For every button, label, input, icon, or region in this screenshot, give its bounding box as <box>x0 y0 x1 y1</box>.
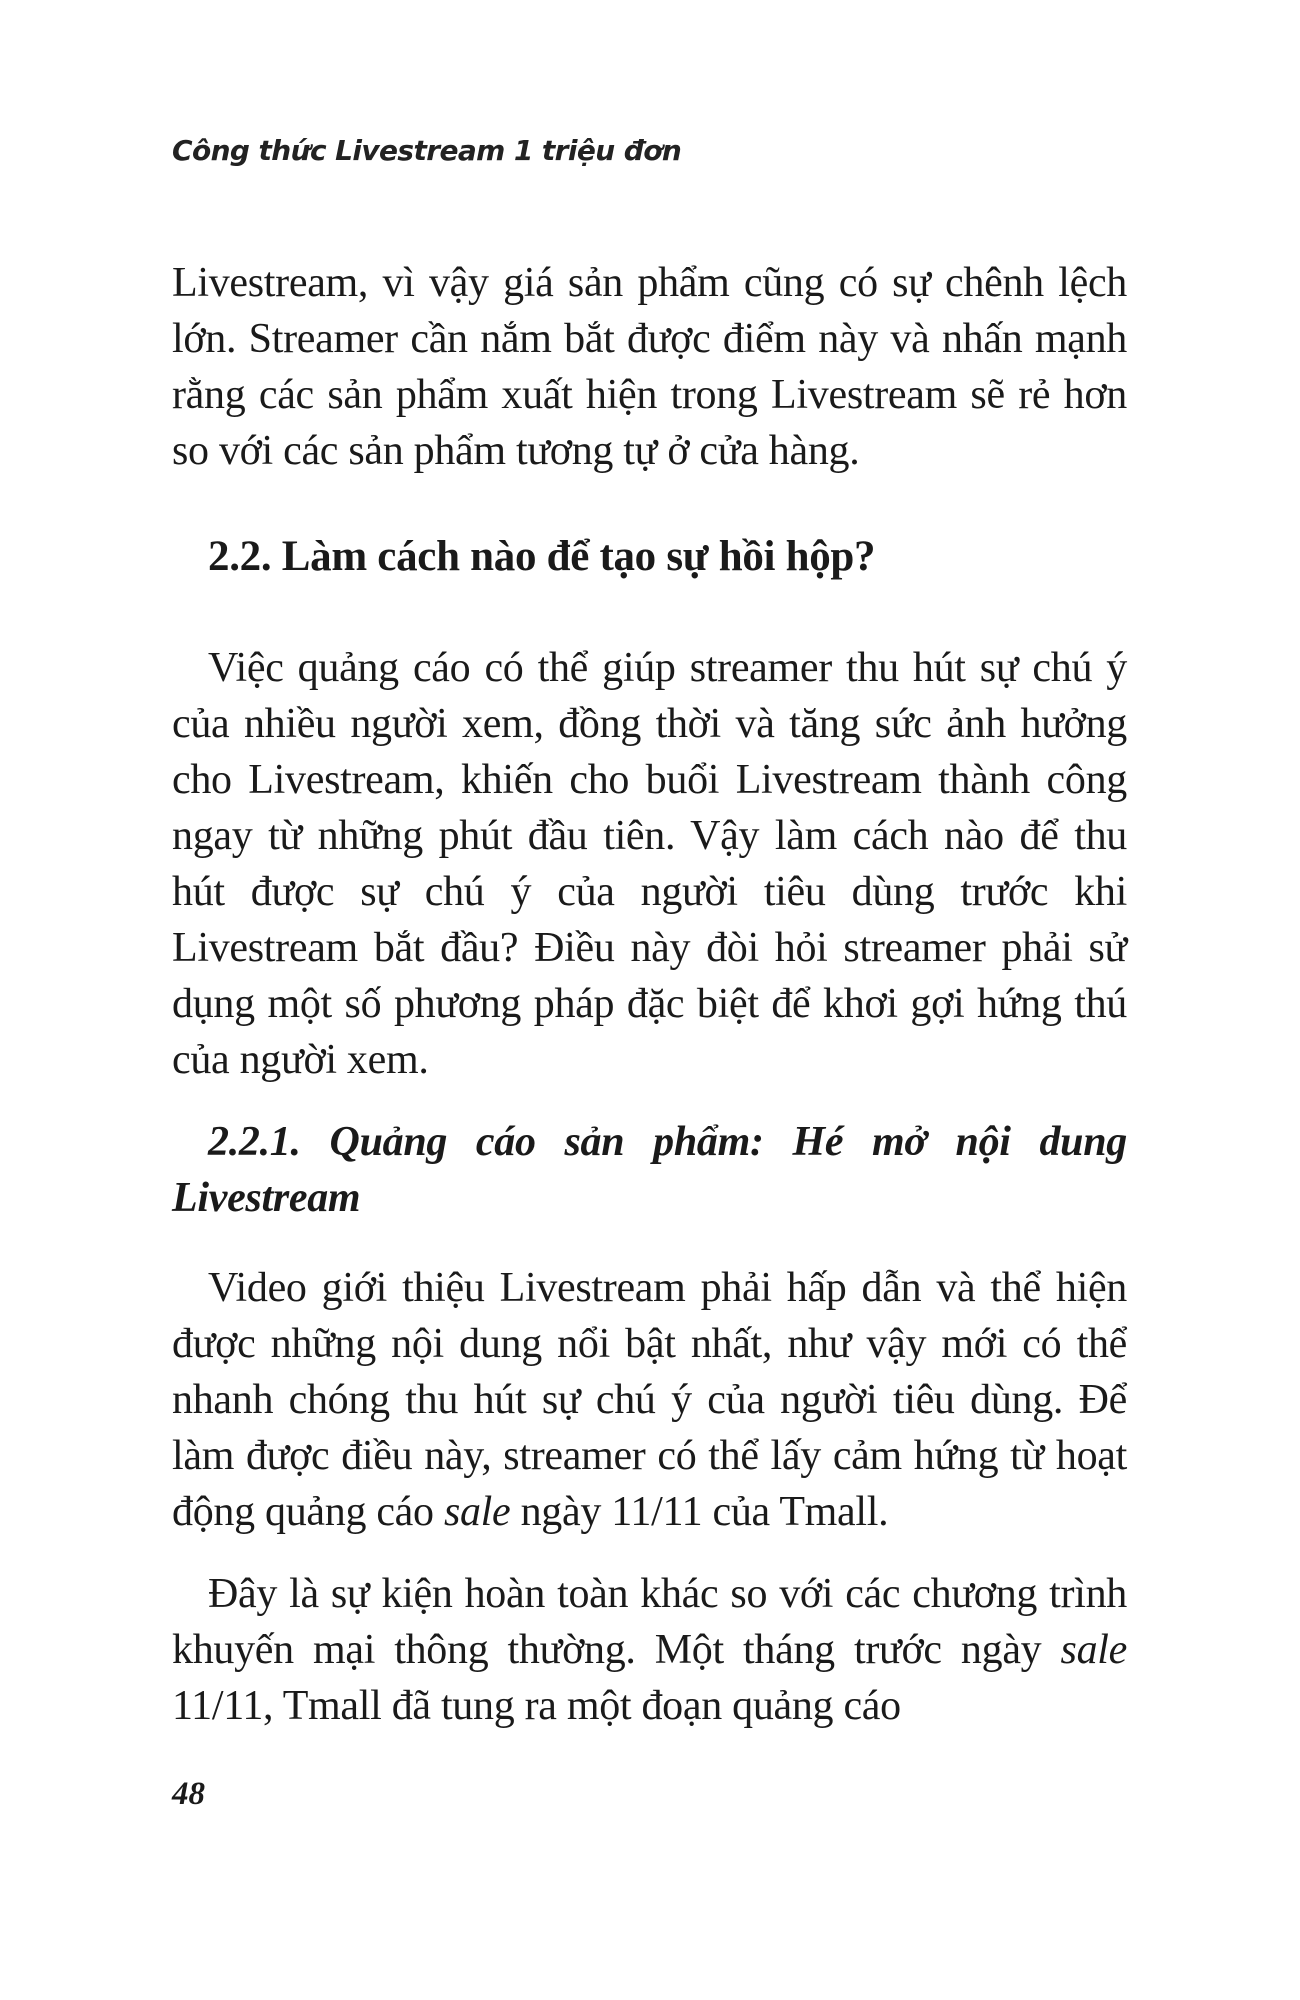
page-number: 48 <box>172 1776 205 1812</box>
text-run: 11/11, Tmall đã tung ra một đoạn quảng cáo <box>172 1683 901 1729</box>
text-run: ngày 11/11 của Tmall. <box>510 1489 889 1535</box>
italic-text-run: sale <box>1060 1627 1127 1673</box>
subsection-heading-2-2-1: 2.2.1. Quảng cáo sản phẩm: Hé mở nội dung Livestream <box>172 1119 1127 1221</box>
section-heading-2-2: 2.2. Làm cách nào để tạo sự hồi hộp? <box>208 533 876 580</box>
text-run: Đây là sự kiện hoàn toàn khác so với các chương trình khuyến mại thông thường. Một tháng trước ngày <box>172 1571 1127 1673</box>
paragraph-continuation: Livestream, vì vậy giá sản phẩm cũng có sự chênh lệch lớn. Streamer cần nắm bắt được điểm này và nhấn mạnh rằng các sản phẩm xuất hiện trong Livestream sẽ rẻ hơn so với các sản phẩm tương tự ở cửa hàng. <box>172 260 1127 474</box>
running-header: Công thức Livestream 1 triệu đơn <box>172 134 682 167</box>
text-run: Video giới thiệu Livestream phải hấp dẫn và thể hiện được những nội dung nổi bật nhất, như vậy mới có thể nhanh chóng thu hút sự chú ý của người tiêu dùng. Để làm được điều này, streamer có thể lấy cảm hứng từ hoạt động quảng cáo <box>172 1265 1127 1535</box>
paragraph-4 <box>172 1566 1127 1734</box>
paragraph-2: Việc quảng cáo có thể giúp streamer thu hút sự chú ý của nhiều người xem, đồng thời và tăng sức ảnh hưởng cho Livestream, khiến cho buổi Livestream thành công ngay từ những phút đầu tiên. Vậy làm cách nào để thu hút được sự chú ý của người tiêu dùng trước khi Livestream bắt đầu? Điều này đòi hỏi streamer phải sử dụng một số phương pháp đặc biệt để khơi gợi hứng thú của người xem. <box>172 645 1127 1083</box>
paragraph-3 <box>172 1260 1127 1540</box>
italic-text-run: sale <box>443 1489 511 1535</box>
